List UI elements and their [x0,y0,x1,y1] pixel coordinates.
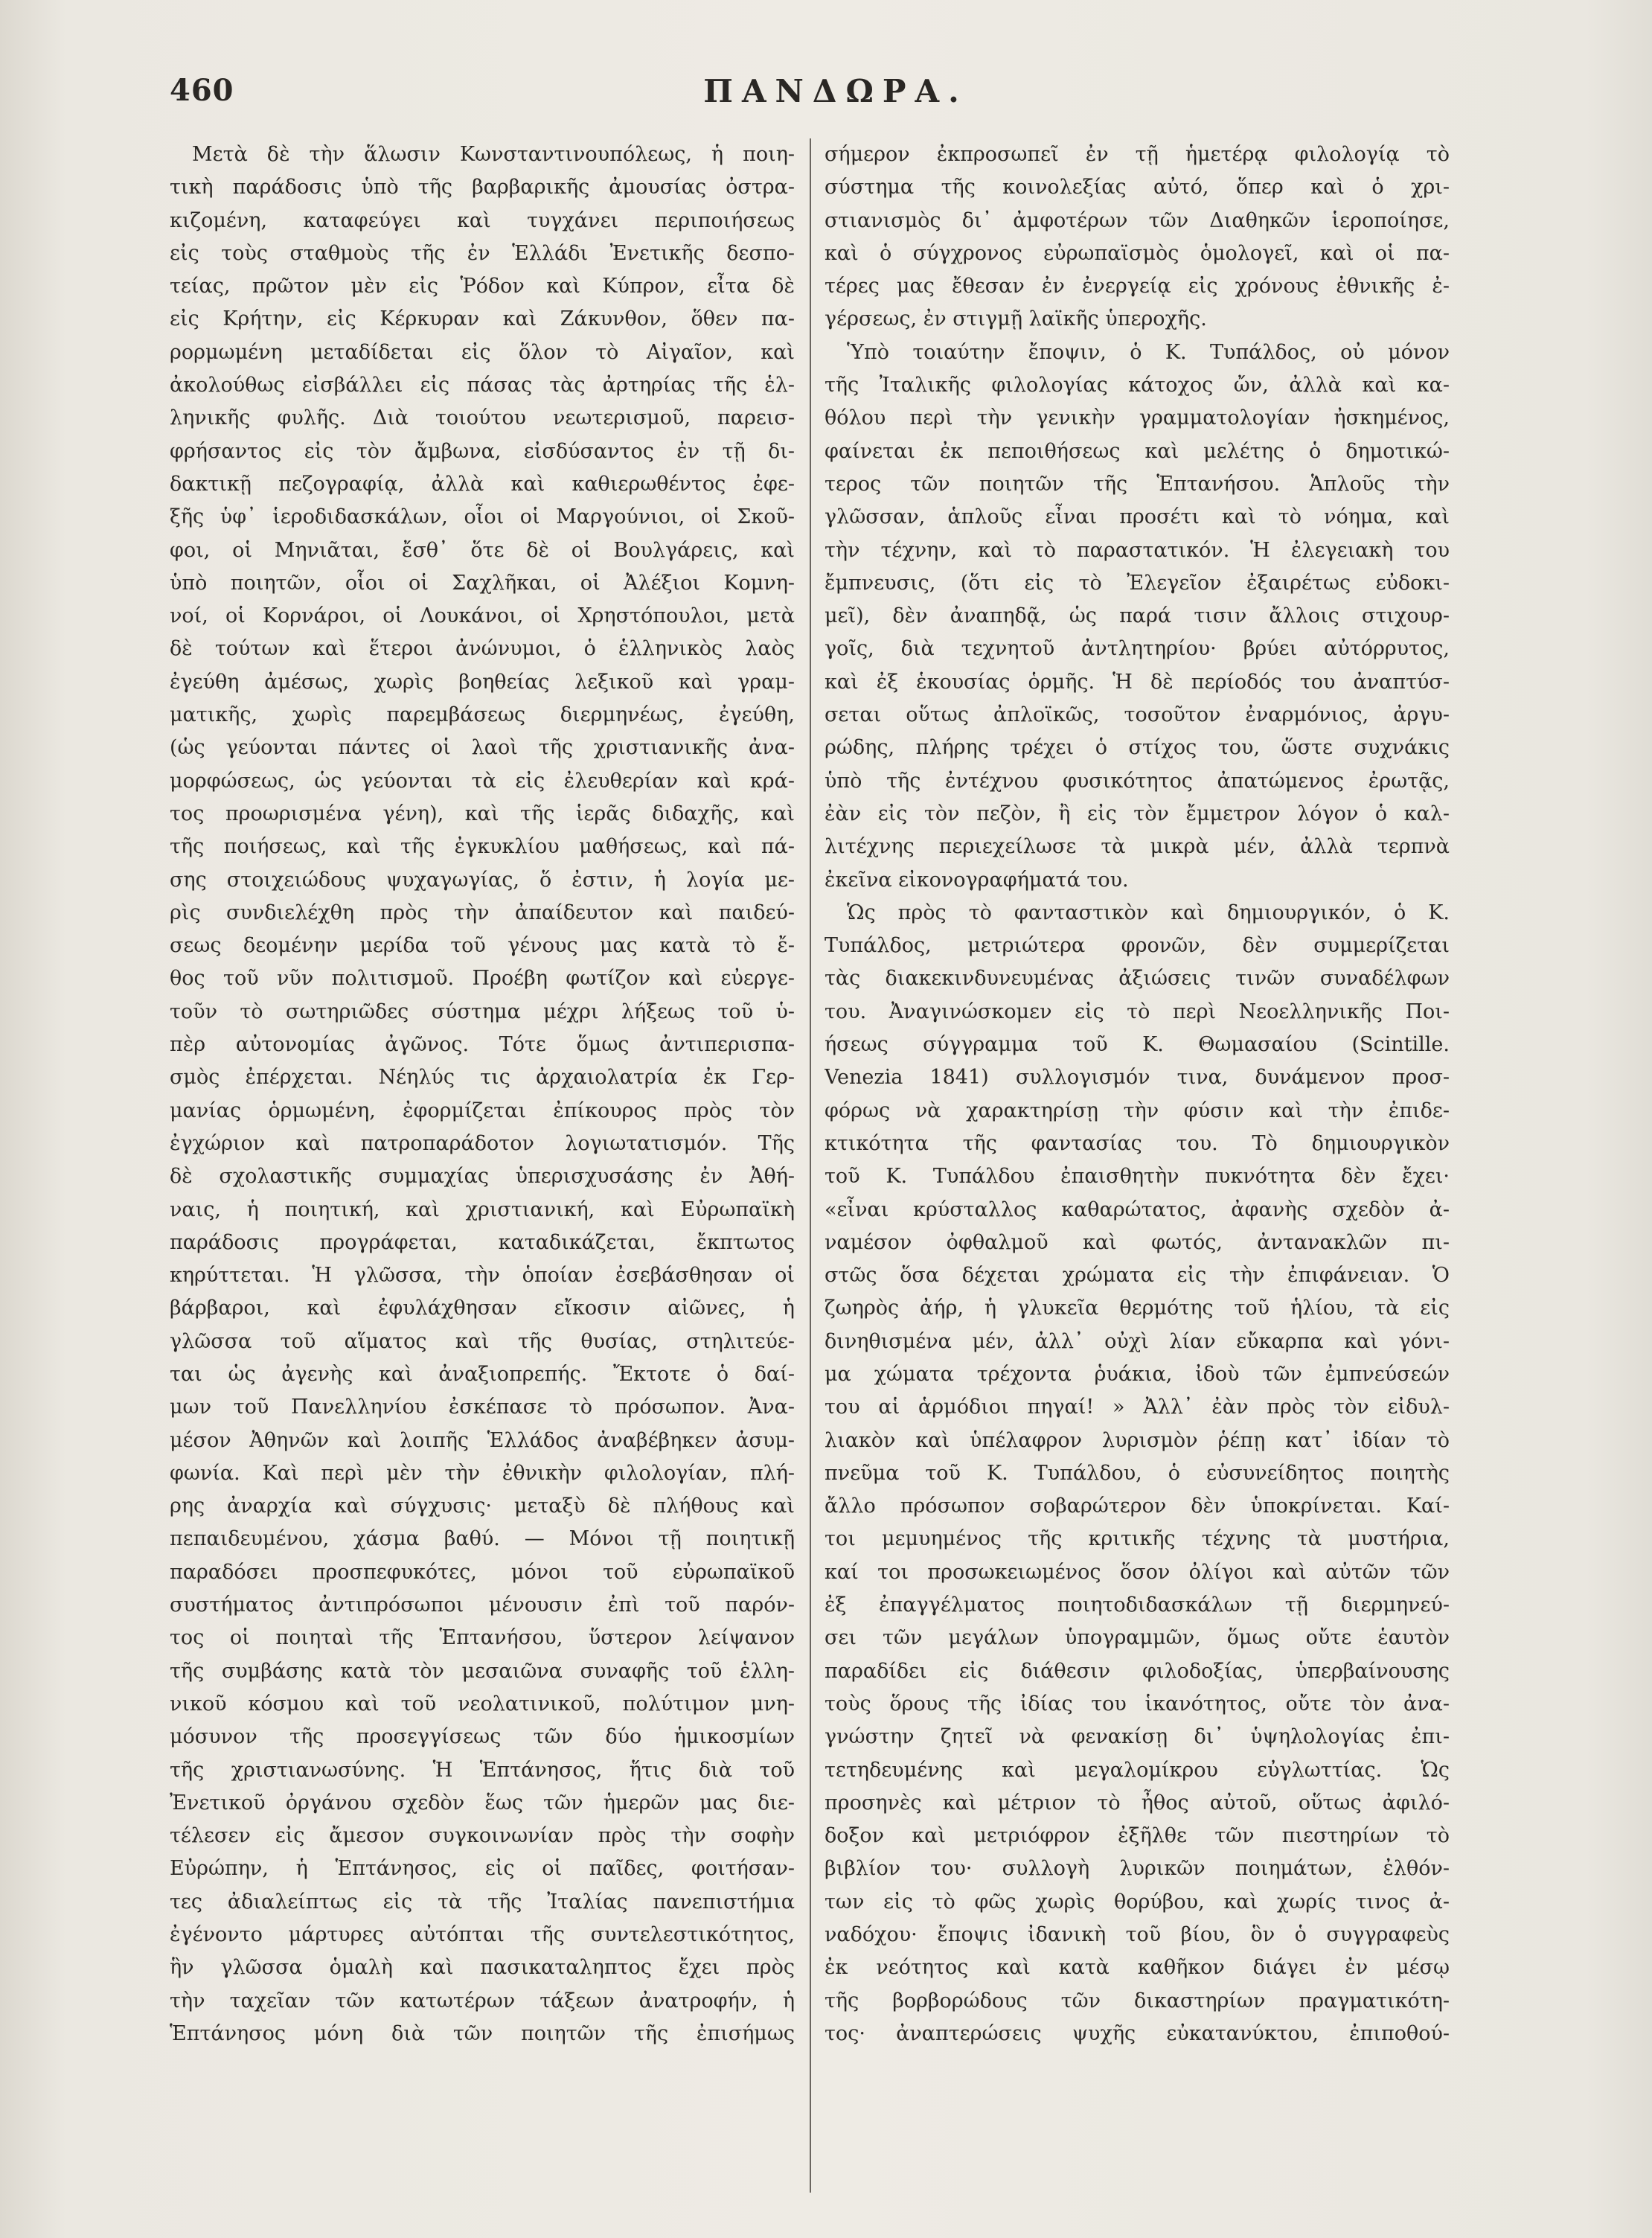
text-line: Ὑπὸ τοιαύτην ἔποψιν, ὁ Κ. Τυπάλδος, οὐ μόνον [847,340,1450,364]
text-line: νικοῦ κόσμου καὶ τοῦ νεολατινικοῦ, πολύτιμον μνη- [170,1692,795,1716]
text-line: στιανισμὸς δι᾽ ἀμφοτέρων τῶν Διαθηκῶν ἱεροποίησε, [825,208,1450,232]
text-line: κιζομένη, καταφεύγει καὶ τυγχάνει περιποιήσεως [170,208,795,232]
text-line: γνώστην ζητεῖ νὰ φενακίσῃ δι᾽ ὑψηλολογίας ἐπι- [825,1725,1450,1749]
text-line: τος οἱ ποιηταὶ τῆς Ἑπτανήσου, ὕστερον λείψανον [170,1626,795,1650]
text-line: τες ἀδιαλείπτως εἰς τὰ τῆς Ἰταλίας πανεπιστήμια [170,1890,795,1914]
text-line: βάρβαροι, καὶ ἐφυλάχθησαν εἴκοσιν αἰῶνες, ἡ [170,1297,795,1320]
text-line: του. Ἀναγινώσκομεν εἰς τὸ περὶ Νεοελληνικῆς Ποι- [825,1000,1450,1023]
text-line: εἰς Κρήτην, εἰς Κέρκυραν καὶ Ζάκυνθον, ὅθεν πα- [170,307,795,331]
text-line: Μετὰ δὲ τὴν ἅλωσιν Κωνσταντινουπόλεως, ἡ ποιη- [192,143,795,166]
text-line: ναμέσον ὀφθαλμοῦ καὶ φωτός, ἀντανακλῶν πι- [825,1230,1450,1254]
text-line: τέλεσεν εἰς ἄμεσον συγκοινωνίαν πρὸς τὴν σοφὴν [170,1824,795,1848]
text-line: δοξον καὶ μετριόφρον ἐξῆλθε τῶν πιεστηρίων τὸ [825,1824,1450,1848]
text-line: ρώδης, πλήρης τρέχει ὁ στίχος του, ὥστε συχνάκις [825,736,1450,760]
text-line: τοῦν τὸ σωτηριῶδες σύστημα μέχρι λήξεως τοῦ ὑ- [170,1000,795,1023]
text-line: δακτικῇ πεζογραφίᾳ, ἀλλὰ καὶ καθιερωθέντος ἐφε- [170,472,795,496]
text-line: ἐγχώριον καὶ πατροπαράδοτον λογιωτατισμόν. Τῆς [170,1131,795,1155]
text-line: πὲρ αὐτονομίας ἀγῶνος. Τότε ὅμως ἀντιπερισπα- [170,1033,795,1057]
text-line: λιακὸν καὶ ὑπέλαφρον λυρισμὸν ῥέπῃ κατ᾽ ἰδίαν τὸ [825,1428,1450,1452]
text-line: τὴν τέχνην, καὶ τὸ παραστατικόν. Ἡ ἐλεγειακὴ του [825,538,1450,562]
text-line: τέρες μας ἔθεσαν ἐν ἐνεργείᾳ εἰς χρόνους ἐθνικῆς ἐ- [825,275,1450,298]
text-line: σήμερον ἐκπροσωπεῖ ἐν τῇ ἡμετέρᾳ φιλολογίᾳ τὸ [825,143,1450,166]
text-line: ρης ἀναρχία καὶ σύγχυσις· μεταξὺ δὲ πλήθους καὶ [170,1494,795,1518]
text-line: κηρύττεται. Ἡ γλῶσσα, τὴν ὁποίαν ἐσεβάσθησαν οἱ [170,1264,795,1288]
text-line: ήσεως σύγγραμμα τοῦ Κ. Θωμασαίου (Scintille. [825,1033,1450,1057]
text-line: Εὐρώπην, ἡ Ἑπτάνησος, εἰς οἱ παῖδες, φοιτήσαν- [170,1857,795,1881]
text-line: ται ὡς ἀγενὴς καὶ ἀναξιοπρεπής. Ἔκτοτε ὁ δαί- [170,1362,795,1386]
text-line: (ὡς γεύονται πάντες οἱ λαοὶ τῆς χριστιανικῆς ἀνα- [170,736,795,760]
text-line: ἐξ ἐπαγγέλματος ποιητοδιδασκάλων τῇ διερμηνεύ- [825,1593,1450,1617]
text-line: ἐκ νεότητος καὶ κατὰ καθῆκον διάγει ἐν μέσῳ [825,1956,1450,1980]
text-line: μων τοῦ Πανελληνίου ἐσκέπασε τὸ πρόσωπον. Ἀνα- [170,1395,795,1419]
text-line: φρήσαντος εἰς τὸν ἄμβωνα, εἰσδύσαντος ἐν τῇ δι- [170,439,795,463]
text-line: των εἰς τὸ φῶς χωρὶς θορύβου, καὶ χωρίς τινος ἀ- [825,1890,1450,1914]
text-columns [170,138,1502,2193]
text-line: λιτέχνης περιεχείλωσε τὰ μικρὰ μέν, ἀλλὰ τερπνὰ [825,835,1450,859]
text-line: ἣν γλῶσσα ὁμαλὴ καὶ πασικαταληπτος ἔχει πρὸς [170,1956,795,1980]
text-line: μόσυνον τῆς προσεγγίσεως τῶν δύο ἡμικοσμίων [170,1725,795,1749]
text-line: τερος τῶν ποιητῶν τῆς Ἑπτανήσου. Ἁπλοῦς τὴν [825,472,1450,496]
text-line: προσηνὲς καὶ μέτριον τὸ ἦθος αὐτοῦ, οὕτως ἀφιλό- [825,1791,1450,1815]
text-line: ἐκεῖνα εἰκονογραφήματά του. [825,868,1129,892]
text-line: καὶ ὁ σύγχρονος εὐρωπαϊσμὸς ὁμολογεῖ, καὶ οἱ πα- [825,241,1450,265]
text-line: καί τοι προσωκειωμένος ὅσον ὀλίγοι καὶ αὐτῶν τῶν [825,1560,1450,1584]
text-line: ἔμπνευσις, (ὅτι εἰς τὸ Ἐλεγεῖον ἐξαιρέτως εὐδοκι- [825,571,1450,595]
text-line: τικὴ παράδοσις ὑπὸ τῆς βαρβαρικῆς ἀμουσίας ὀστρα- [170,176,795,199]
page-number: 460 [170,73,234,108]
text-line: μεῖ), δὲν ἀναπηδᾷ, ὡς παρά τισιν ἄλλοις στιχουρ- [825,604,1450,628]
text-line: Ὡς πρὸς τὸ φανταστικὸν καὶ δημιουργικόν, ὁ Κ. [847,901,1450,924]
text-line: σης στοιχειώδους ψυχαγωγίας, ὅ ἐστιν, ἡ λογία με- [170,868,795,892]
text-line: τος· ἀναπτερώσεις ψυχῆς εὐκατανύκτου, ἐπιποθού- [825,2021,1450,2045]
text-line: θόλου περὶ τὴν γενικὴν γραμματολογίαν ἠσκημένος, [825,406,1450,430]
text-line: στῶς ὅσα δέχεται χρώματα εἰς τὴν ἐπιφάνειαν. Ὁ [825,1264,1450,1288]
text-line: ἄλλο πρόσωπον σοβαρώτερον δὲν ὑποκρίνεται. Καί- [825,1494,1450,1518]
text-line: νοί, οἱ Κορνάροι, οἱ Λουκάνοι, οἱ Χρηστόπουλοι, μετὰ [170,604,795,628]
text-line: Τυπάλδος, μετριώτερα φρονῶν, δὲν συμμερίζεται [825,934,1450,958]
text-line: εἰς τοὺς σταθμοὺς τῆς ἐν Ἑλλάδι Ἐνετικῆς δεσπο- [170,241,795,265]
text-line: μορφώσεως, ὡς γεύονται τὰ εἰς ἐλευθερίαν καὶ κρά- [170,769,795,793]
column-divider [810,138,811,2193]
text-line: συστήματος ἀντιπρόσωποι μένουσιν ἐπὶ τοῦ παρόν- [170,1593,795,1617]
text-line: φοι, οἱ Μηνιᾶται, ἔσθ᾽ ὅτε δὲ οἱ Βουλγάρεις, καὶ [170,538,795,562]
text-line: φαίνεται ἐκ πεποιθήσεως καὶ μελέτης ὁ δημοτικώ- [825,439,1450,463]
text-line: σεως δεομένην μερίδα τοῦ γένους μας κατὰ τὸ ἔ- [170,934,795,958]
text-line: γλῶσσα τοῦ αἵματος καὶ τῆς θυσίας, στηλιτεύε- [170,1329,795,1353]
text-line: μέσον Ἀθηνῶν καὶ λοιπῆς Ἑλλάδος ἀναβέβηκεν ἀσυμ- [170,1428,795,1452]
text-line: ναις, ἡ ποιητική, καὶ χριστιανική, καὶ Εὐρωπαϊκὴ [170,1198,795,1221]
text-line: ἐὰν εἰς τὸν πεζὸν, ἢ εἰς τὸν ἔμμετρον λόγον ὁ καλ- [825,802,1450,825]
text-line: δινηθισμένα μέν, ἀλλ᾽ οὐχὶ λίαν εὔκαρπα καὶ γόνι- [825,1329,1450,1353]
text-line: σεται οὕτως ἀπλοϊκῶς, τοσοῦτον ἐναρμόνιος, ἀργυ- [825,703,1450,727]
text-line: ναδόχου· ἔποψις ἰδανικὴ τοῦ βίου, ὃν ὁ συγγραφεὺς [825,1923,1450,1947]
text-line: τῆς ποιήσεως, καὶ τῆς ἐγκυκλίου μαθήσεως, καὶ πά- [170,835,795,859]
text-line: γλῶσσαν, ἁπλοῦς εἶναι προσέτι καὶ τὸ νόημα, καὶ [825,505,1450,529]
text-line: μανίας ὁρμωμένη, ἐφορμίζεται ἐπίκουρος πρὸς τὸν [170,1099,795,1122]
text-line: παραδόσει προσπεφυκότες, μόνοι τοῦ εὐρωπαϊκοῦ [170,1560,795,1584]
text-line: τὴν ταχεῖαν τῶν κατωτέρων τάξεων ἀνατροφήν, ἡ [170,1989,795,2012]
text-line: «εἶναι κρύσταλλος καθαρώτατος, ἀφανὴς σχεδὸν ἀ- [825,1198,1450,1221]
text-line: Ἐνετικοῦ ὀργάνου σχεδὸν ἕως τῶν ἡμερῶν μας διε- [170,1791,795,1815]
text-line: φωνία. Καὶ περὶ μὲν τὴν ἐθνικὴν φιλολογίαν, πλή- [170,1461,795,1485]
text-line: θος τοῦ νῦν πολιτισμοῦ. Προέβη φωτίζον καὶ εὐεργε- [170,967,795,991]
text-line: βιβλίον του· συλλογὴ λυρικῶν ποιημάτων, ἐλθόν- [825,1857,1450,1881]
text-line: ὑπὸ τῆς ἐντέχνου φυσικότητος ἀπατώμενος ἐρωτᾷς, [825,769,1450,793]
running-title: ΠΑΝΔΩΡΑ. [703,73,968,109]
text-line: πεπαιδευμένου, χάσμα βαθύ. — Μόνοι τῇ ποιητικῇ [170,1527,795,1551]
text-line: τῆς βορβορώδους τῶν δικαστηρίων πραγματικότη- [825,1989,1450,2012]
text-line: γοῖς, διὰ τεχνητοῦ ἀντλητηρίου· βρύει αὐτόρρυτος, [825,637,1450,661]
text-line: μα χώματα τρέχοντα ῥυάκια, ἰδοὺ τῶν ἐμπνεύσεών [825,1362,1450,1386]
left-column [170,138,795,2193]
text-line: τῆς συμβάσης κατὰ τὸν μεσαιῶνα συναφῆς τοῦ ἑλλη- [170,1659,795,1683]
page-header [170,73,1502,132]
text-line: ὑπὸ ποιητῶν, οἷοι οἱ Σαχλῆκαι, οἱ Ἀλέξιοι Κομνη- [170,571,795,595]
text-line: Venezia 1841) συλλογισμόν τινα, δυνάμενον προσ- [825,1066,1450,1090]
text-line: φόρως νὰ χαρακτηρίσῃ τὴν φύσιν καὶ τὴν ἐπιδε- [825,1099,1450,1122]
text-line: τος προωρισμένα γένη), καὶ τῆς ἱερᾶς διδαχῆς, καὶ [170,802,795,825]
text-line: παράδοσις προγράφεται, καταδικάζεται, ἔκπτωτος [170,1230,795,1254]
text-line: τὰς διακεκινδυνευμένας ἀξιώσεις τινῶν συναδέλφων [825,967,1450,991]
text-line: τῆς Ἰταλικῆς φιλολογίας κάτοχος ὤν, ἀλλὰ καὶ κα- [825,374,1450,397]
text-line: ρορμωμένη μεταδίδεται εἰς ὅλον τὸ Αἰγαῖον, καὶ [170,340,795,364]
text-line: τείας, πρῶτον μὲν εἰς Ῥόδον καὶ Κύπρον, εἶτα δὲ [170,275,795,298]
text-line: σει τῶν μεγάλων ὑπογραμμῶν, ὅμως οὔτε ἑαυτὸν [825,1626,1450,1650]
text-line: δὲ τούτων καὶ ἕτεροι ἀνώνυμοι, ὁ ἑλληνικὸς λαὸς [170,637,795,661]
text-line: σμὸς ἐπέρχεται. Νέηλύς τις ἀρχαιολατρία ἐκ Γερ- [170,1066,795,1090]
text-line: του αἱ ἁρμόδιοι πηγαί! » Ἀλλ᾽ ἐὰν πρὸς τὸν εἰδυλ- [825,1395,1450,1419]
text-line: ἐγεύθη ἀμέσως, χωρὶς βοηθείας λεξικοῦ καὶ γραμ- [170,670,795,694]
text-line: ρὶς συνδιελέχθη πρὸς τὴν ἀπαίδευτον καὶ παιδεύ- [170,901,795,924]
text-line: τῆς χριστιανωσύνης. Ἡ Ἑπτάνησος, ἥτις διὰ τοῦ [170,1758,795,1782]
text-line: ἀκολούθως εἰσβάλλει εἰς πάσας τὰς ἀρτηρίας τῆς ἑλ- [170,374,795,397]
text-line: τοι μεμυημένος τῆς κριτικῆς τέχνης τὰ μυστήρια, [825,1527,1450,1551]
text-line: κτικότητα τῆς φαντασίας του. Τὸ δημιουργικὸν [825,1131,1450,1155]
text-line: παραδίδει εἰς διάθεσιν φιλοδοξίας, ὑπερβαίνουσης [825,1659,1450,1683]
text-line: ζωηρὸς ἀήρ, ἡ γλυκεῖα θερμότης τοῦ ἡλίου, τὰ εἰς [825,1297,1450,1320]
text-line: σύστημα τῆς κοινολεξίας αὐτό, ὅπερ καὶ ὁ χρι- [825,176,1450,199]
text-line: τοὺς ὅρους τῆς ἰδίας του ἱκανότητος, οὔτε τὸν ἀνα- [825,1692,1450,1716]
right-column [825,138,1450,2193]
text-line: ματικῆς, χωρὶς παρεμβάσεως διερμηνέως, ἐγεύθη, [170,703,795,727]
text-line: τετηδευμένης καὶ μεγαλομίκρου εὐγλωττίας. Ὡς [825,1758,1450,1782]
text-line: καὶ ἐξ ἑκουσίας ὁρμῆς. Ἡ δὲ περίοδός του ἀναπτύσ- [825,670,1450,694]
text-line: γέρσεως, ἐν στιγμῇ λαϊκῆς ὑπεροχῆς. [825,307,1207,331]
text-line: Ἑπτάνησος μόνη διὰ τῶν ποιητῶν τῆς ἐπισήμως [170,2021,795,2045]
text-line: τοῦ Κ. Τυπάλδου ἐπαισθητὴν πυκνότητα δὲν ἔχει· [825,1165,1450,1189]
text-line: ληνικῆς φυλῆς. Διὰ τοιούτου νεωτερισμοῦ, παρεισ- [170,406,795,430]
text-line: ξῆς ὑφ᾽ ἱεροδιδασκάλων, οἷοι οἱ Μαργούνιοι, οἱ Σκοῦ- [170,505,795,529]
text-line: δὲ σχολαστικῆς συμμαχίας ὑπερισχυσάσης ἐν Ἀθή- [170,1165,795,1189]
text-line: πνεῦμα τοῦ Κ. Τυπάλδου, ὁ εὐσυνείδητος ποιητὴς [825,1461,1450,1485]
text-line: ἐγένοντο μάρτυρες αὐτόπται τῆς συντελεστικότητος, [170,1923,795,1947]
